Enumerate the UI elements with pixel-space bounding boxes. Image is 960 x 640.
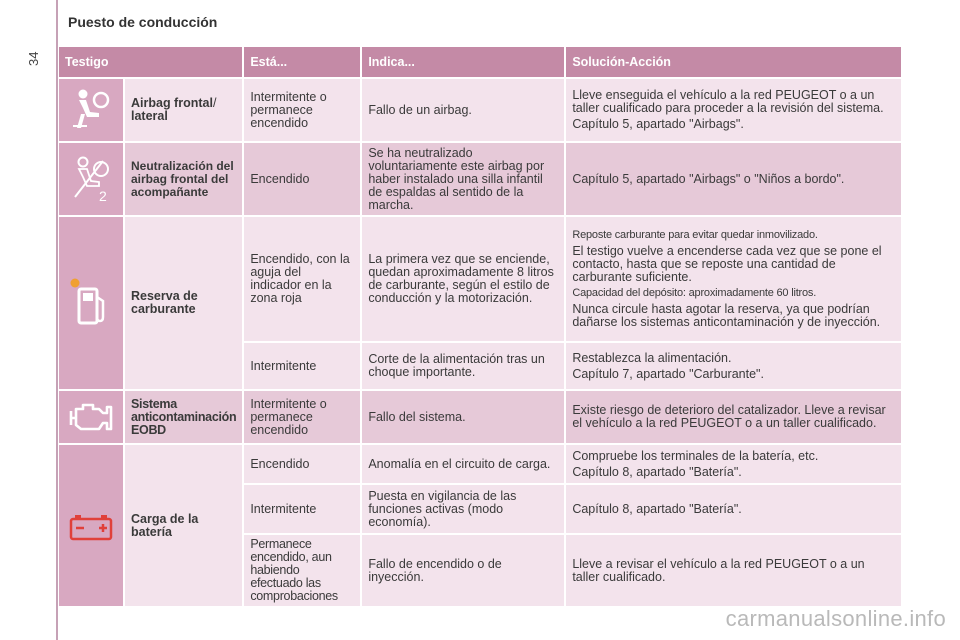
col-header-indica: Indica... [362, 47, 564, 77]
fuel-pump-icon [69, 275, 113, 331]
airbag-off-icon-cell [59, 143, 123, 215]
solution-paragraph: Lleve a revisar el vehículo a la red PEUGEOT o a un taller cualificado. [572, 556, 865, 584]
solution-paragraph: Compruebe los terminales de la batería, etc. [572, 448, 819, 463]
fuel-solution-2 [566, 343, 901, 389]
passenger-airbag-off-icon [69, 153, 113, 205]
battery-indicates-1: Anomalía en el circuito de carga. [362, 445, 564, 483]
battery-state-2: Intermitente [244, 485, 360, 533]
airbag-solution [566, 79, 901, 141]
airbag-neutral-label: Neutralización del airbag frontal del acompañante [125, 143, 242, 215]
airbag-label-slash: / [212, 96, 217, 110]
battery-state-3: Permanece encendido, aun habiendo efectuado las comprobaciones [244, 535, 360, 606]
battery-indicates-3: Fallo de encendido o de inyección. [362, 535, 564, 606]
eobd-solution [566, 391, 901, 443]
solution-paragraph: Nunca circule hasta agotar la reserva, ya que podrían dañarse los sistemas anticontaminación y de inyección. [572, 302, 881, 329]
airbag-state: Intermitente o permanece encendido [244, 79, 360, 141]
battery-solution-2 [566, 485, 901, 533]
fuel-indicates: La primera vez que se enciende, quedan aproximadamente 8 litros de carburante, según el estilo de conducción y la motorización. [362, 217, 564, 341]
solution-paragraph: Capacidad del depósito: aproximadamente 60 litros. [572, 287, 817, 299]
fuel-state: Encendido, con la aguja del indicador en la zona roja [244, 217, 360, 341]
engine-icon-cell [59, 391, 123, 443]
fuel-solution [566, 217, 901, 341]
eobd-label: Sistema anticontaminación EOBD [125, 391, 242, 443]
table-row [59, 445, 901, 483]
table-header-row [59, 47, 901, 77]
table-row [59, 143, 901, 215]
solution-paragraph: Capítulo 8, apartado "Batería". [572, 501, 742, 516]
airbag-neutral-indicates: Se ha neutralizado voluntariamente este airbag por haber instalado una silla infantil de espaldas al sentido de la marcha. [362, 143, 564, 215]
eobd-state: Intermitente o permanece encendido [244, 391, 360, 443]
battery-solution-3 [566, 535, 901, 606]
table-row [59, 217, 901, 341]
battery-indicates-2: Puesta en vigilancia de las funciones activas (modo economía). [362, 485, 564, 533]
fuel-state-2: Intermitente [244, 343, 360, 389]
table-row [59, 79, 901, 141]
solution-paragraph: Capítulo 7, apartado "Carburante". [572, 366, 764, 381]
airbag-warning-icon [69, 86, 113, 134]
solution-paragraph: El testigo vuelve a encenderse cada vez que se pone el contacto, hasta que se reposte una cantidad de carburante suficiente. [572, 244, 882, 284]
airbag-label-line2: lateral [131, 109, 168, 123]
solution-paragraph: Capítulo 5, apartado "Airbags". [572, 117, 744, 131]
fuel-indicates-2: Corte de la alimentación tras un choque importante. [362, 343, 564, 389]
battery-solution-1 [566, 445, 901, 483]
engine-check-icon [67, 399, 115, 435]
solution-paragraph: Capítulo 8, apartado "Batería". [572, 464, 742, 479]
svg-text:2: 2 [99, 188, 107, 204]
table-row [59, 391, 901, 443]
page-number: 34 [26, 51, 41, 66]
airbag-label [125, 79, 242, 141]
solution-paragraph: Reposte carburante para evitar quedar inmovilizado. [572, 229, 818, 241]
airbag-neutral-solution [566, 143, 901, 215]
col-header-testigo: Testigo [59, 47, 242, 77]
battery-icon-cell [59, 445, 123, 606]
warning-lights-table [57, 45, 903, 608]
page-header-title: Puesto de conducción [68, 14, 218, 30]
fuel-label: Reserva de carburante [125, 217, 242, 389]
col-header-esta: Está... [244, 47, 360, 77]
watermark-text: carmanualsonline.info [725, 606, 946, 631]
airbag-neutral-state: Encendido [244, 143, 360, 215]
fuel-icon-cell [59, 217, 123, 389]
battery-state-1: Encendido [244, 445, 360, 483]
solution-paragraph: Capítulo 5, apartado "Airbags" o "Niños a bordo". [572, 171, 845, 186]
airbag-label-bold: Airbag frontal [131, 96, 213, 110]
solution-paragraph: Restablezca la alimentación. [572, 350, 732, 365]
airbag-icon-cell [59, 79, 123, 141]
battery-icon [69, 511, 113, 541]
solution-paragraph: Lleve enseguida el vehículo a la red PEUGEOT o a un taller cualificado para proceder a la revisión del sistema. [572, 88, 884, 115]
solution-paragraph: Existe riesgo de deterioro del catalizador. Lleve a revisar el vehículo a la red PEUGEOT o a un taller cualificado. [572, 403, 886, 430]
eobd-indicates: Fallo del sistema. [362, 391, 564, 443]
battery-label: Carga de la batería [125, 445, 242, 606]
airbag-indicates: Fallo de un airbag. [362, 79, 564, 141]
col-header-solucion: Solución-Acción [566, 47, 901, 77]
